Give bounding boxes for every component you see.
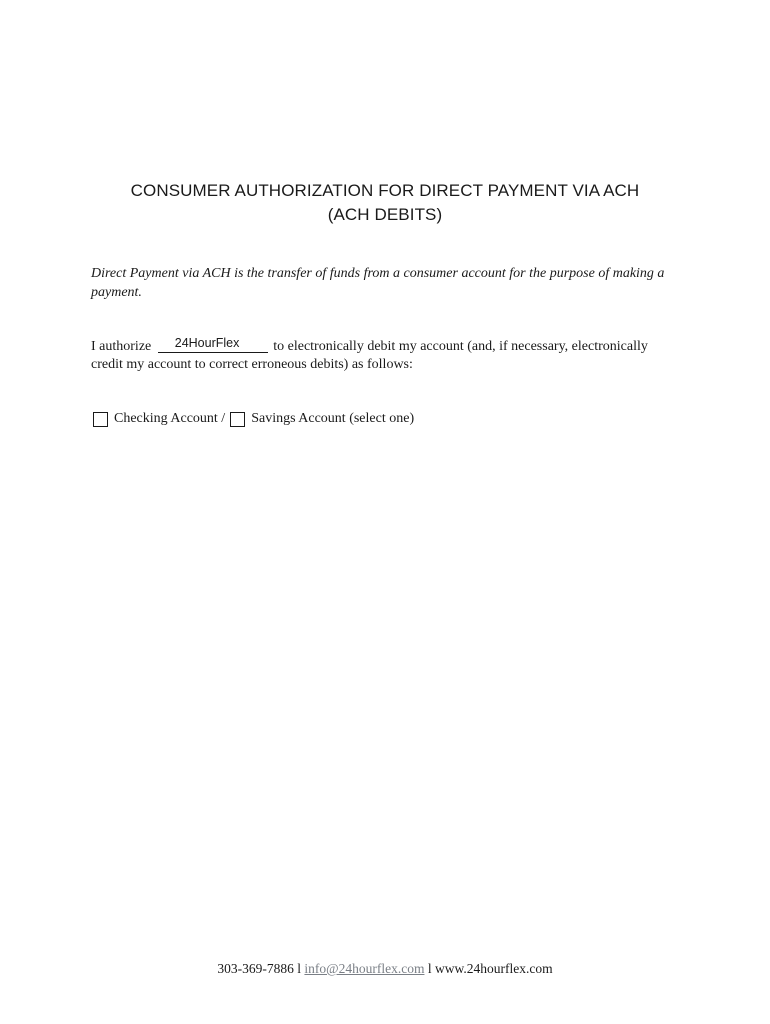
authorize-suffix: to electronically debit my account (and, if necessary, electronically: [273, 339, 648, 354]
savings-account-checkbox[interactable]: [230, 412, 245, 427]
company-name-field[interactable]: [158, 338, 268, 353]
company-name-value: 24HourFlex: [174, 336, 240, 350]
authorization-paragraph: [91, 338, 681, 374]
footer-separator: l: [427, 961, 432, 976]
footer-contact: [0, 961, 770, 977]
intro-paragraph: Direct Payment via ACH is the transfer of funds from a consumer account for the purpose of making a payment.: [91, 266, 665, 300]
account-type-selector: [93, 411, 414, 427]
checking-account-label: Checking Account /: [114, 411, 226, 426]
footer-email-link[interactable]: info@24hourflex.com: [304, 961, 425, 976]
authorization-line-1: [91, 338, 681, 356]
checking-account-checkbox[interactable]: [93, 412, 108, 427]
footer-website: www.24hourflex.com: [434, 961, 553, 976]
form-title: CONSUMER AUTHORIZATION FOR DIRECT PAYMENT VIA ACH: [130, 181, 640, 200]
authorization-line-2: credit my account to correct erroneous debits) as follows:: [91, 357, 413, 372]
footer-phone: 303-369-7886: [217, 961, 294, 976]
form-subtitle: (ACH DEBITS): [327, 205, 443, 224]
authorize-prefix: I authorize: [91, 339, 152, 354]
savings-account-label: Savings Account (select one): [251, 411, 415, 426]
footer-separator: l: [297, 961, 302, 976]
